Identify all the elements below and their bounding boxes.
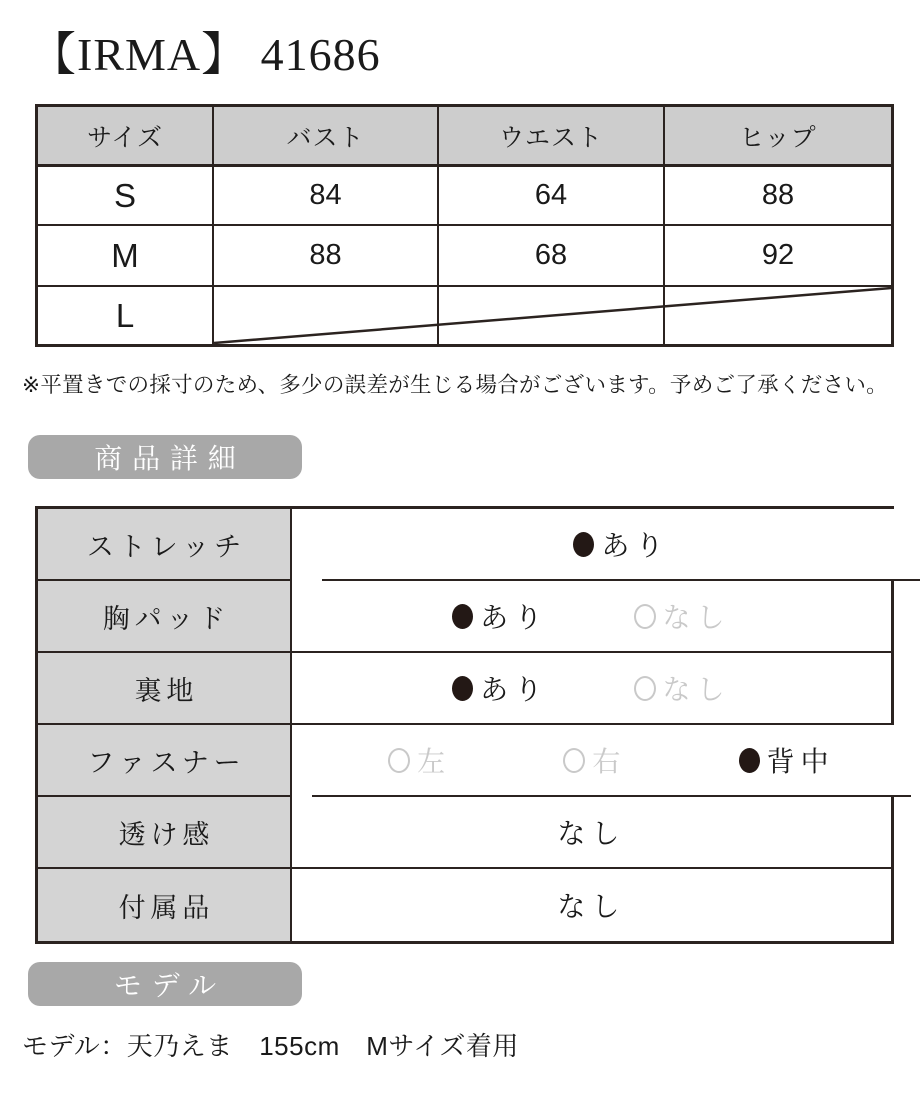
- hip-cell-l: [665, 287, 891, 344]
- detail-value-zipper: [312, 725, 911, 797]
- size-cell-s: S: [38, 167, 214, 226]
- bust-cell-s: 84: [214, 167, 439, 226]
- detail-value-stretch: [322, 509, 920, 581]
- option-chest-pad-ari: あり: [452, 596, 548, 636]
- size-table-header-bust: バスト: [214, 107, 439, 167]
- outline-circle-icon: [388, 748, 410, 773]
- option-chest-pad-nashi: なし: [634, 596, 731, 636]
- outline-circle-icon: [634, 676, 656, 701]
- size-cell-l: L: [38, 287, 214, 344]
- filled-circle-icon: [573, 532, 594, 557]
- outline-circle-icon: [634, 604, 656, 629]
- details-table: [35, 506, 894, 944]
- option-lining-ari: あり: [452, 668, 548, 708]
- bust-cell-m: 88: [214, 226, 439, 287]
- option-zipper-back: 背中: [739, 740, 835, 780]
- detail-value-sheerness: なし: [292, 797, 891, 869]
- filled-circle-icon: [452, 604, 473, 629]
- detail-value-chest-pad: [292, 581, 891, 653]
- waist-cell-s: 64: [439, 167, 665, 226]
- waist-cell-m: 68: [439, 226, 665, 287]
- size-cell-m: M: [38, 226, 214, 287]
- detail-value-lining: [292, 653, 891, 725]
- hip-cell-m: 92: [665, 226, 891, 287]
- measurement-note: ※平置きでの採寸のため、多少の誤差が生じる場合がございます。予めご了承ください。: [22, 373, 888, 397]
- detail-label-lining: 裏地: [38, 653, 292, 725]
- waist-cell-l: [439, 287, 665, 344]
- detail-label-accessories: 付属品: [38, 869, 292, 941]
- hip-cell-s: 88: [665, 167, 891, 226]
- filled-circle-icon: [739, 748, 760, 773]
- outline-circle-icon: [563, 748, 585, 773]
- option-stretch-ari: あり: [573, 524, 669, 564]
- option-zipper-right: 右: [563, 740, 626, 780]
- filled-circle-icon: [452, 676, 473, 701]
- size-table: [35, 104, 894, 347]
- page-title: 【IRMA】 41686: [30, 29, 381, 80]
- detail-label-zipper: ファスナー: [38, 725, 292, 797]
- details-section-header-label: 商品詳細: [94, 443, 246, 474]
- model-section-header: [28, 962, 302, 1006]
- details-section-header: [28, 435, 302, 479]
- size-table-grid: [35, 104, 894, 347]
- size-table-header-size: サイズ: [38, 107, 214, 167]
- size-table-header-waist: ウエスト: [439, 107, 665, 167]
- option-lining-nashi: なし: [634, 668, 731, 708]
- detail-label-stretch: ストレッチ: [38, 509, 292, 581]
- model-info: モデル：天乃えま 155cm Mサイズ着用: [22, 1031, 519, 1061]
- detail-value-accessories: なし: [292, 869, 891, 941]
- detail-label-sheerness: 透け感: [38, 797, 292, 869]
- detail-label-chest-pad: 胸パッド: [38, 581, 292, 653]
- model-section-header-label: モデル: [113, 970, 226, 1001]
- bust-cell-l: [214, 287, 439, 344]
- option-zipper-left: 左: [388, 740, 451, 780]
- size-table-header-hip: ヒップ: [665, 107, 891, 167]
